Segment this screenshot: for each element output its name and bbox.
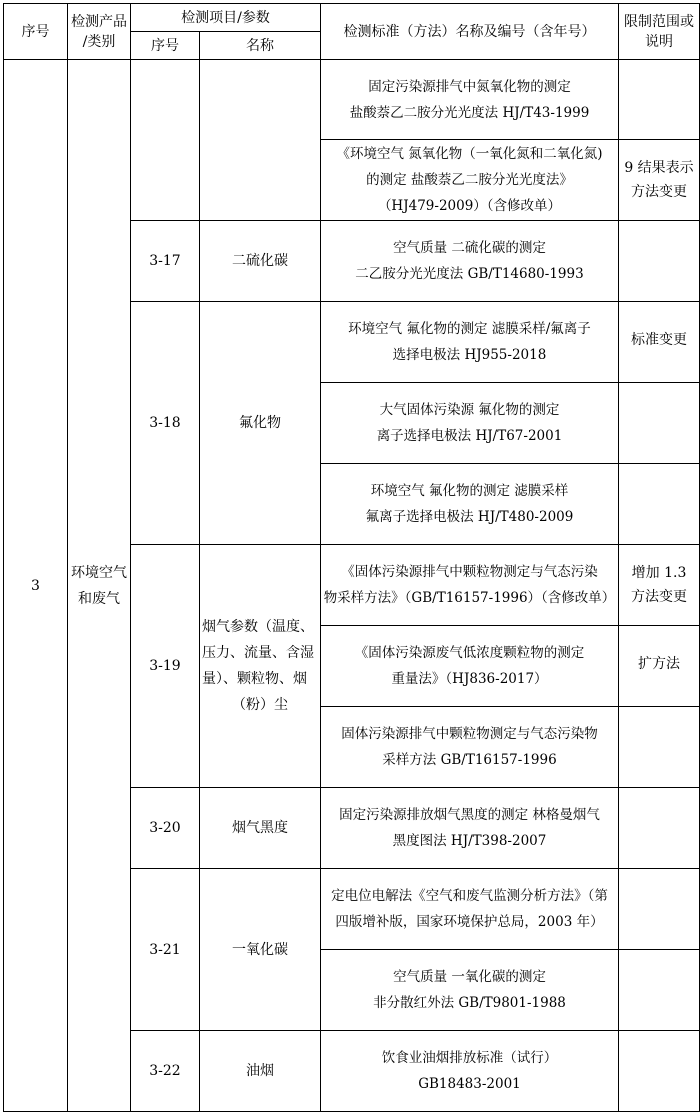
- standard-cell: 《固体污染源废气低浓度颗粒物的测定 重量法》（HJ836-2017）: [321, 626, 619, 707]
- item-name-cell: 氟化物: [200, 302, 321, 545]
- item-seq-cell: 3-18: [131, 302, 200, 545]
- standard-cell: 《环境空气 氮氧化物（一氧化氮和二氧化氮) 的测定 盐酸萘乙二胺分光光度法》 （HJ479-2009）（含修改单）: [321, 140, 619, 221]
- standard-cell: 空气质量 二硫化碳的测定 二乙胺分光光度法 GB/T14680-1993: [321, 221, 619, 302]
- standard-cell: 环境空气 氟化物的测定 滤膜采样 氟离子选择电极法 HJ/T480-2009: [321, 464, 619, 545]
- item-seq-cell: 3-17: [131, 221, 200, 302]
- header-limit: 限制范围或 说明: [619, 4, 700, 60]
- limit-cell: [619, 950, 700, 1031]
- limit-cell: [619, 707, 700, 788]
- item-name-cell: 二硫化碳: [200, 221, 321, 302]
- header-item-seq: 序号: [131, 32, 200, 60]
- header-item-name: 名称: [200, 32, 321, 60]
- header-seq: 序号: [4, 4, 68, 60]
- limit-cell: [619, 869, 700, 950]
- limit-cell: [619, 464, 700, 545]
- limit-cell: 标准变更: [619, 302, 700, 383]
- limit-cell: [619, 221, 700, 302]
- header-item-group: 检测项目/参数: [131, 4, 321, 32]
- item-seq-cell: 3-21: [131, 869, 200, 1031]
- limit-cell: 9 结果表示 方法变更: [619, 140, 700, 221]
- limit-cell: 增加 1.3 方法变更: [619, 545, 700, 626]
- standard-cell: 饮食业油烟排放标准（试行） GB18483-2001: [321, 1031, 619, 1112]
- limit-cell: [619, 788, 700, 869]
- limit-cell: [619, 1031, 700, 1112]
- table-row: [4, 60, 700, 140]
- standard-cell: 空气质量 一氧化碳的测定 非分散红外法 GB/T9801-1988: [321, 950, 619, 1031]
- seq-cell: 3: [4, 60, 68, 1112]
- header-product: 检测产品 /类别: [68, 4, 131, 60]
- standard-cell: 固体污染源排气中颗粒物测定与气态污染物 采样方法 GB/T16157-1996: [321, 707, 619, 788]
- item-name-cell: [200, 60, 321, 221]
- item-name-cell: 烟气黑度: [200, 788, 321, 869]
- test-scope-table: [3, 3, 700, 1112]
- standard-cell: 大气固体污染源 氟化物的测定 离子选择电极法 HJ/T67-2001: [321, 383, 619, 464]
- standard-cell: 定电位电解法《空气和废气监测分析方法》（第 四版增补版，国家环境保护总局，2003 年）: [321, 869, 619, 950]
- item-name-cell: 烟气参数（温度、 压力、流量、含湿 量）、颗粒物、烟 （粉）尘: [200, 545, 321, 788]
- standard-cell: 《固体污染源排气中颗粒物测定与气态污染 物采样方法》（GB/T16157-1996）（含修改单）: [321, 545, 619, 626]
- limit-cell: [619, 60, 700, 140]
- item-seq-cell: 3-19: [131, 545, 200, 788]
- item-name-cell: 一氧化碳: [200, 869, 321, 1031]
- item-name-cell: 油烟: [200, 1031, 321, 1112]
- item-seq-cell: 3-22: [131, 1031, 200, 1112]
- product-cell: 环境空气 和废气: [68, 60, 131, 1112]
- item-seq-cell: [131, 60, 200, 221]
- standard-cell: 固定污染源排气中氮氧化物的测定 盐酸萘乙二胺分光光度法 HJ/T43-1999: [321, 60, 619, 140]
- limit-cell: [619, 383, 700, 464]
- limit-cell: 扩方法: [619, 626, 700, 707]
- item-seq-cell: 3-20: [131, 788, 200, 869]
- standard-cell: 固定污染源排放烟气黑度的测定 林格曼烟气 黑度图法 HJ/T398-2007: [321, 788, 619, 869]
- header-standard: 检测标准（方法）名称及编号（含年号）: [321, 4, 619, 60]
- standard-cell: 环境空气 氟化物的测定 滤膜采样/氟离子 选择电极法 HJ955-2018: [321, 302, 619, 383]
